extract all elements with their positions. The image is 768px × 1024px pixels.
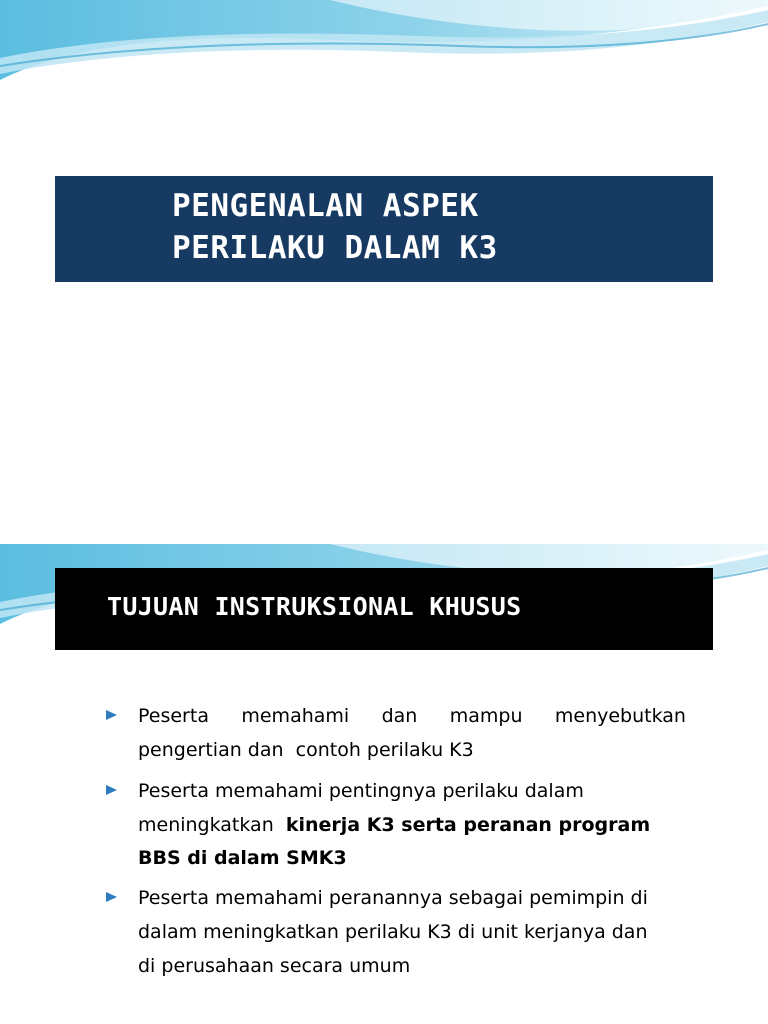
list-item-3-line-3: di perusahaan secara umum	[138, 955, 411, 977]
list-item-3-line-2: dalam meningkatkan perilaku K3 di unit kerjanya dan	[138, 921, 648, 943]
arrow-bullet-icon	[106, 785, 117, 795]
objective-list	[0, 544, 768, 1024]
slide-title-line-1: PENGENALAN ASPEK	[172, 188, 479, 224]
slide-heading: TUJUAN INSTRUKSIONAL KHUSUS	[107, 592, 522, 621]
slide-objectives	[0, 544, 768, 1024]
list-item-2-line-3: BBS di dalam SMK3	[138, 847, 347, 869]
word: menyebutkan	[554, 705, 686, 727]
list-item-2-line-2-prefix: meningkatkan	[138, 814, 274, 836]
word: mampu	[449, 705, 523, 727]
arrow-bullet-icon	[106, 710, 117, 720]
list-item-2-line-2	[138, 813, 650, 837]
word: memahami	[241, 705, 350, 727]
slide-title-line-2: PERILAKU DALAM K3	[172, 230, 498, 266]
arrow-bullet-icon	[106, 892, 117, 902]
list-item-1-line-1	[138, 704, 686, 728]
list-item-1-line-2: pengertian dan contoh perilaku K3	[138, 739, 474, 761]
list-item-3-line-1: Peserta memahami peranannya sebagai pemimpin di	[138, 887, 648, 909]
list-item-2-line-2-bold: kinerja K3 serta peranan program	[285, 814, 651, 836]
wave-decoration-top	[0, 0, 768, 90]
list-item-2-line-1: Peserta memahami pentingnya perilaku dalam	[138, 780, 584, 802]
word: Peserta	[138, 705, 209, 727]
word: dan	[381, 705, 418, 727]
title-box	[55, 176, 713, 282]
